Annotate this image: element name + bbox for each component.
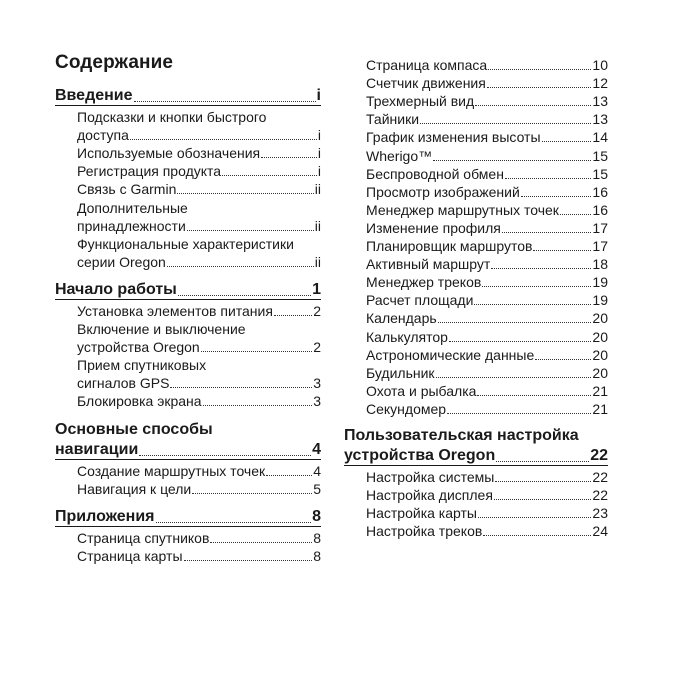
section-rule [55,526,321,527]
page-number: 3 [313,375,321,392]
dot-leader [475,105,591,106]
toc-entry[interactable] [366,273,608,291]
dot-leader [491,268,591,269]
toc-entry-title: Wherigo™ [366,147,433,164]
toc-entry-title: Страница компаса [366,57,488,73]
page-number: i [317,145,321,162]
page-number: 15 [592,147,608,164]
toc-entry-title: устройства Oregon [77,339,200,356]
toc-entry[interactable] [366,128,608,146]
dot-leader [436,377,592,378]
dot-leader [134,101,316,102]
dot-leader [420,123,591,124]
toc-entry[interactable] [77,253,321,271]
dot-leader [449,341,591,342]
section-rule [55,299,321,300]
toc-entry-title: Будильник [366,364,435,381]
toc-entry-title: Настройка системы [366,469,495,485]
toc-entry-title: Астрономические данные [366,346,535,363]
toc-entry[interactable] [366,183,608,201]
section-heading[interactable] [344,446,608,466]
toc-entry-line[interactable]: Включение и выключение [77,321,246,337]
page-number: 16 [592,201,608,218]
toc-entry[interactable] [366,522,608,540]
toc-entry[interactable] [366,165,608,183]
page-number: 21 [592,400,608,417]
toc-entry-line[interactable]: Функциональные характеристики [77,235,294,252]
page-number: 20 [592,328,608,345]
section-rule [344,465,608,466]
page-number: 22 [592,487,608,504]
dot-leader [478,517,591,518]
toc-entry-title: Планировщик маршрутов [366,238,533,254]
page-number: 8 [313,547,321,564]
page-number: 24 [592,523,608,540]
toc-entry[interactable] [366,291,608,309]
page-number: 10 [592,57,608,73]
dot-leader [505,178,592,179]
dot-leader [184,560,313,561]
dot-leader [433,160,591,161]
page-number: 23 [592,505,608,522]
dot-leader [535,359,591,360]
page-number: 2 [313,302,321,319]
toc-entry[interactable] [77,144,321,162]
toc-entry[interactable] [366,201,608,219]
toc-entry-title: Настройка карты [366,505,477,522]
dot-leader [447,413,591,414]
dot-leader [496,461,589,462]
dot-leader [560,214,592,215]
dot-leader [222,175,317,176]
dot-leader [266,475,312,476]
section-title: Введение [55,87,133,104]
toc-entry-title: Трехмерный вид [366,93,475,110]
page-number: 19 [592,292,608,309]
toc-entry[interactable] [366,255,608,273]
toc-entry-title: Калькулятор [366,328,448,345]
page-title: Содержание [55,52,174,73]
toc-entry[interactable] [366,364,608,382]
toc-entry[interactable] [366,382,608,400]
dot-leader [192,493,312,494]
toc-entry[interactable] [366,468,608,486]
toc-entry-title: Установка элементов питания [77,302,273,319]
page-number: ii [314,253,321,270]
toc-entry-title: принадлежности [77,217,186,234]
toc-entry[interactable] [366,56,608,74]
page-number: 5 [313,480,321,497]
page-number: i [317,127,321,144]
toc-entry-title: Используемые обозначения [77,145,261,162]
section-heading[interactable] [55,507,321,527]
toc-entry-title: Страница спутников [77,529,210,546]
dot-leader [482,286,591,287]
toc-entry[interactable] [77,462,321,480]
page-number: 21 [592,382,608,399]
dot-leader [139,455,311,456]
toc-entry[interactable] [77,374,321,392]
toc-entry-title: Блокировка экрана [77,393,202,410]
dot-leader [201,351,312,352]
dot-leader [274,315,312,316]
toc-entry-title: Связь с Garmin [77,181,177,198]
dot-leader [177,193,313,194]
toc-entry-title: Секундомер [366,400,447,417]
dot-leader [187,230,314,231]
dot-leader [170,387,312,388]
dot-leader [261,157,317,158]
dot-leader [477,395,591,396]
page-number: 22 [590,447,608,464]
toc-entry[interactable] [366,486,608,504]
dot-leader [167,266,314,267]
toc-entry[interactable] [77,180,321,198]
page-number: 20 [592,364,608,381]
toc-entry-title: Менеджер треков [366,274,482,291]
dot-leader [495,481,591,482]
dot-leader [483,535,591,536]
toc-entry-line[interactable]: Дополнительные [77,199,188,216]
toc-entry[interactable] [77,126,321,144]
page-number: 8 [312,507,321,525]
dot-leader [488,69,591,70]
dot-leader [438,322,592,323]
toc-entry-title: доступа [77,127,129,144]
section-title: устройства Oregon [344,447,496,464]
toc-entry-title: Беспроводной обмен [366,165,504,182]
toc-entry-title: сигналов GPS [77,375,170,392]
section-title: навигации [55,440,139,458]
section-heading-line[interactable]: Основные способы [55,420,213,438]
section-heading-line[interactable]: Пользовательская настройка [344,427,579,444]
toc-entry-title: Создание маршрутных точек [77,462,266,479]
page-number: 17 [592,238,608,254]
page-number: 20 [592,310,608,327]
page-number: 13 [592,93,608,110]
toc-entry-line[interactable]: Прием спутниковых [77,357,207,374]
page-number: 12 [592,75,608,92]
toc-entry[interactable] [366,504,608,522]
page-number: 2 [313,339,321,356]
page-number: 4 [312,440,321,458]
toc-entry[interactable] [77,338,321,356]
toc-entry-title: Расчет площади [366,292,474,309]
dot-leader [521,196,592,197]
dot-leader [533,250,591,251]
dot-leader [487,87,592,88]
page-number: ii [314,181,321,198]
section-rule [55,459,321,460]
toc-entry-title: Счетчик движения [366,75,486,92]
page-number: 8 [313,529,321,546]
toc-entry[interactable] [77,302,321,320]
toc-entry-title: Настройка треков [366,523,483,540]
toc-entry-title: Страница карты [77,547,183,564]
toc-entry[interactable] [77,392,321,410]
toc-entry[interactable] [366,219,608,237]
section-rule [55,105,321,106]
toc-entry[interactable] [366,400,608,418]
toc-entry-title: серии Oregon [77,253,166,270]
section-title: Начало работы [55,280,177,298]
toc-entry[interactable] [366,346,608,364]
dot-leader [156,522,312,523]
toc-entry-title: Охота и рыбалка [366,382,477,399]
section-title: Приложения [55,507,155,525]
toc-entry[interactable] [366,110,608,128]
page-number: 4 [313,462,321,479]
dot-leader [178,295,311,296]
toc-entry-title: Регистрация продукта [77,163,222,180]
section-heading[interactable] [55,86,321,106]
dot-leader [130,139,317,140]
page-number: 1 [312,280,321,298]
toc-entry[interactable] [77,547,321,565]
toc-entry-title: Настройка дисплея [366,487,493,504]
toc-entry-title: Просмотр изображений [366,183,520,200]
toc-entry[interactable] [77,480,321,498]
toc-entry-title: График изменения высоты [366,129,541,146]
dot-leader [210,542,312,543]
dot-leader [474,304,591,305]
toc-entry[interactable] [77,162,321,180]
dot-leader [203,405,313,406]
page-number: 18 [592,256,608,273]
page-number: 19 [592,274,608,291]
page-number: ii [314,217,321,234]
toc-entry[interactable] [366,309,608,327]
page-number: 3 [313,393,321,410]
page-number: 20 [592,346,608,363]
page-number: i [317,163,321,180]
toc-entry-title: Календарь [366,310,437,327]
toc-entry[interactable] [366,328,608,346]
toc-entry[interactable] [77,217,321,235]
toc-entry-title: Изменение профиля [366,219,501,236]
toc-entry-title: Активный маршрут [366,256,491,273]
page-number: 13 [592,111,608,128]
page-number: 15 [592,165,608,182]
page-number: i [316,87,321,104]
toc-entry[interactable] [366,74,608,92]
page-number: 16 [592,183,608,200]
section-heading[interactable] [55,280,321,300]
toc-entry[interactable] [77,529,321,547]
toc-entry-line[interactable]: Подсказки и кнопки быстрого [77,109,267,125]
toc-entry-title: Навигация к цели [77,480,192,497]
toc-entry-title: Тайники [366,111,420,128]
page-number: 22 [592,469,608,485]
toc-entry[interactable] [366,147,608,165]
dot-leader [494,499,592,500]
page-number: 14 [592,129,608,146]
toc-entry-title: Менеджер маршрутных точек [366,201,559,218]
page-number: 17 [592,219,608,236]
section-heading[interactable] [55,440,321,460]
toc-entry[interactable] [366,237,608,255]
toc-entry[interactable] [366,92,608,110]
dot-leader [542,141,592,142]
dot-leader [502,232,592,233]
